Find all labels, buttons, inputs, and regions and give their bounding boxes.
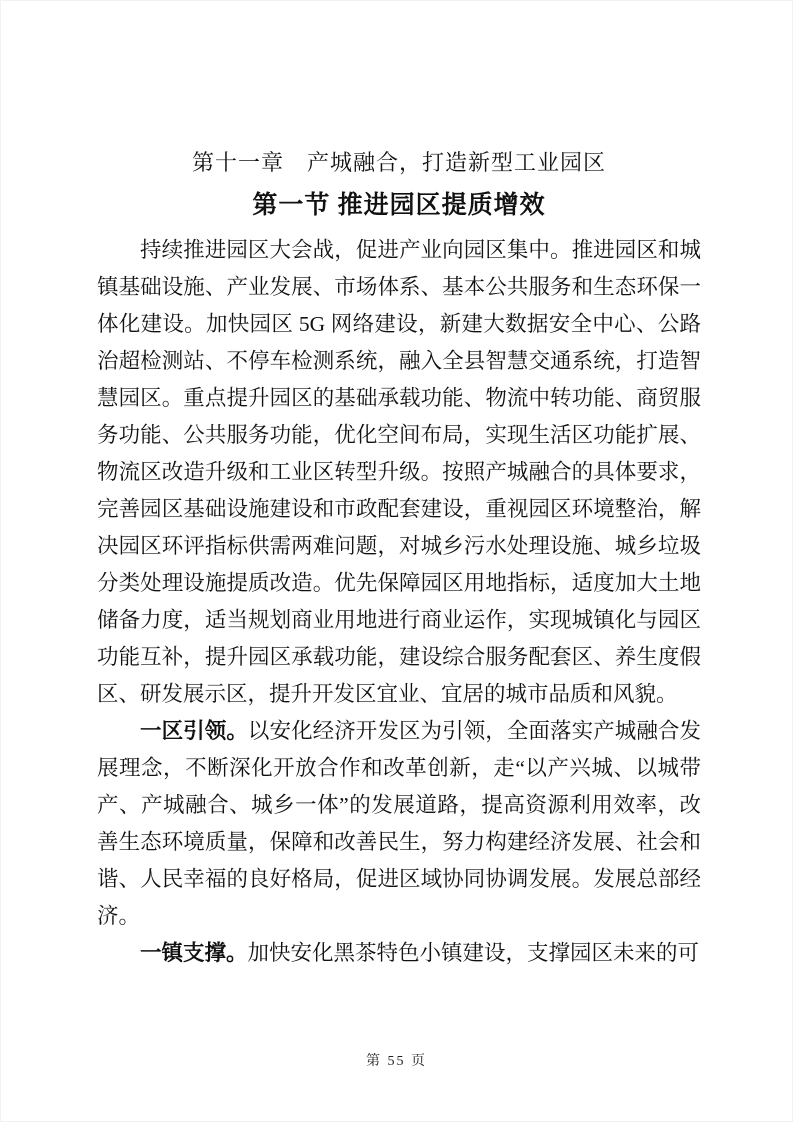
paragraph-text: 加快安化黑茶特色小镇建设，支撑园区未来的可 (247, 941, 700, 965)
chapter-title: 第十一章 产城融合，打造新型工业园区 (191, 150, 606, 175)
paragraph (97, 935, 701, 972)
section-title: 第一节 推进园区提质增效 (252, 192, 546, 219)
paragraph-lead: 一镇支撑。 (140, 941, 248, 965)
paragraph-text: 以安化经济开发区为引领，全面落实产城融合发展理念，不断深化开放合作和改革创新，走“以产兴城、以城带产、产城融合、城乡一体”的发展道路，提高资源利用效率，改善生态环境质量，保障和改善民生，努力构建经济发展、社会和谐、人民幸福的良好格局，促进区域协同协调发展。发展总部经济。 (97, 719, 701, 928)
paragraph (97, 713, 701, 935)
page-number: 第 55 页 (366, 1054, 427, 1069)
paragraph (97, 232, 701, 713)
paragraph-text: 持续推进园区大会战，促进产业向园区集中。推进园区和城镇基础设施、产业发展、市场体系、基本公共服务和生态环保一体化建设。加快园区 5G 网络建设，新建大数据安全中心、公路治超检测站、不停车检测系统，融入全县智慧交通系统，打造智慧园区。重点提升园区的基础承载功能、物流中转功能、商贸服务功能、公共服务功能，优化空间布局，实现生活区功能扩展、物流区改造升级和工业区转型升级。按照产城融合的具体要求，完善园区基础设施建设和市政配套建设，重视园区环境整治，解决园区环评指标供需两难问题，对城乡污水处理设施、城乡垃圾分类处理设施提质改造。优先保障园区用地指标，适度加大土地储备力度，适当规划商业用地进行商业运作，实现城镇化与园区功能互补，提升园区承载功能，建设综合服务配套区、养生度假区、研发展示区，提升开发区宜业、宜居的城市品质和风貌。 (97, 238, 701, 706)
page-content (97, 147, 701, 972)
paragraph-lead: 一区引领。 (140, 719, 248, 743)
